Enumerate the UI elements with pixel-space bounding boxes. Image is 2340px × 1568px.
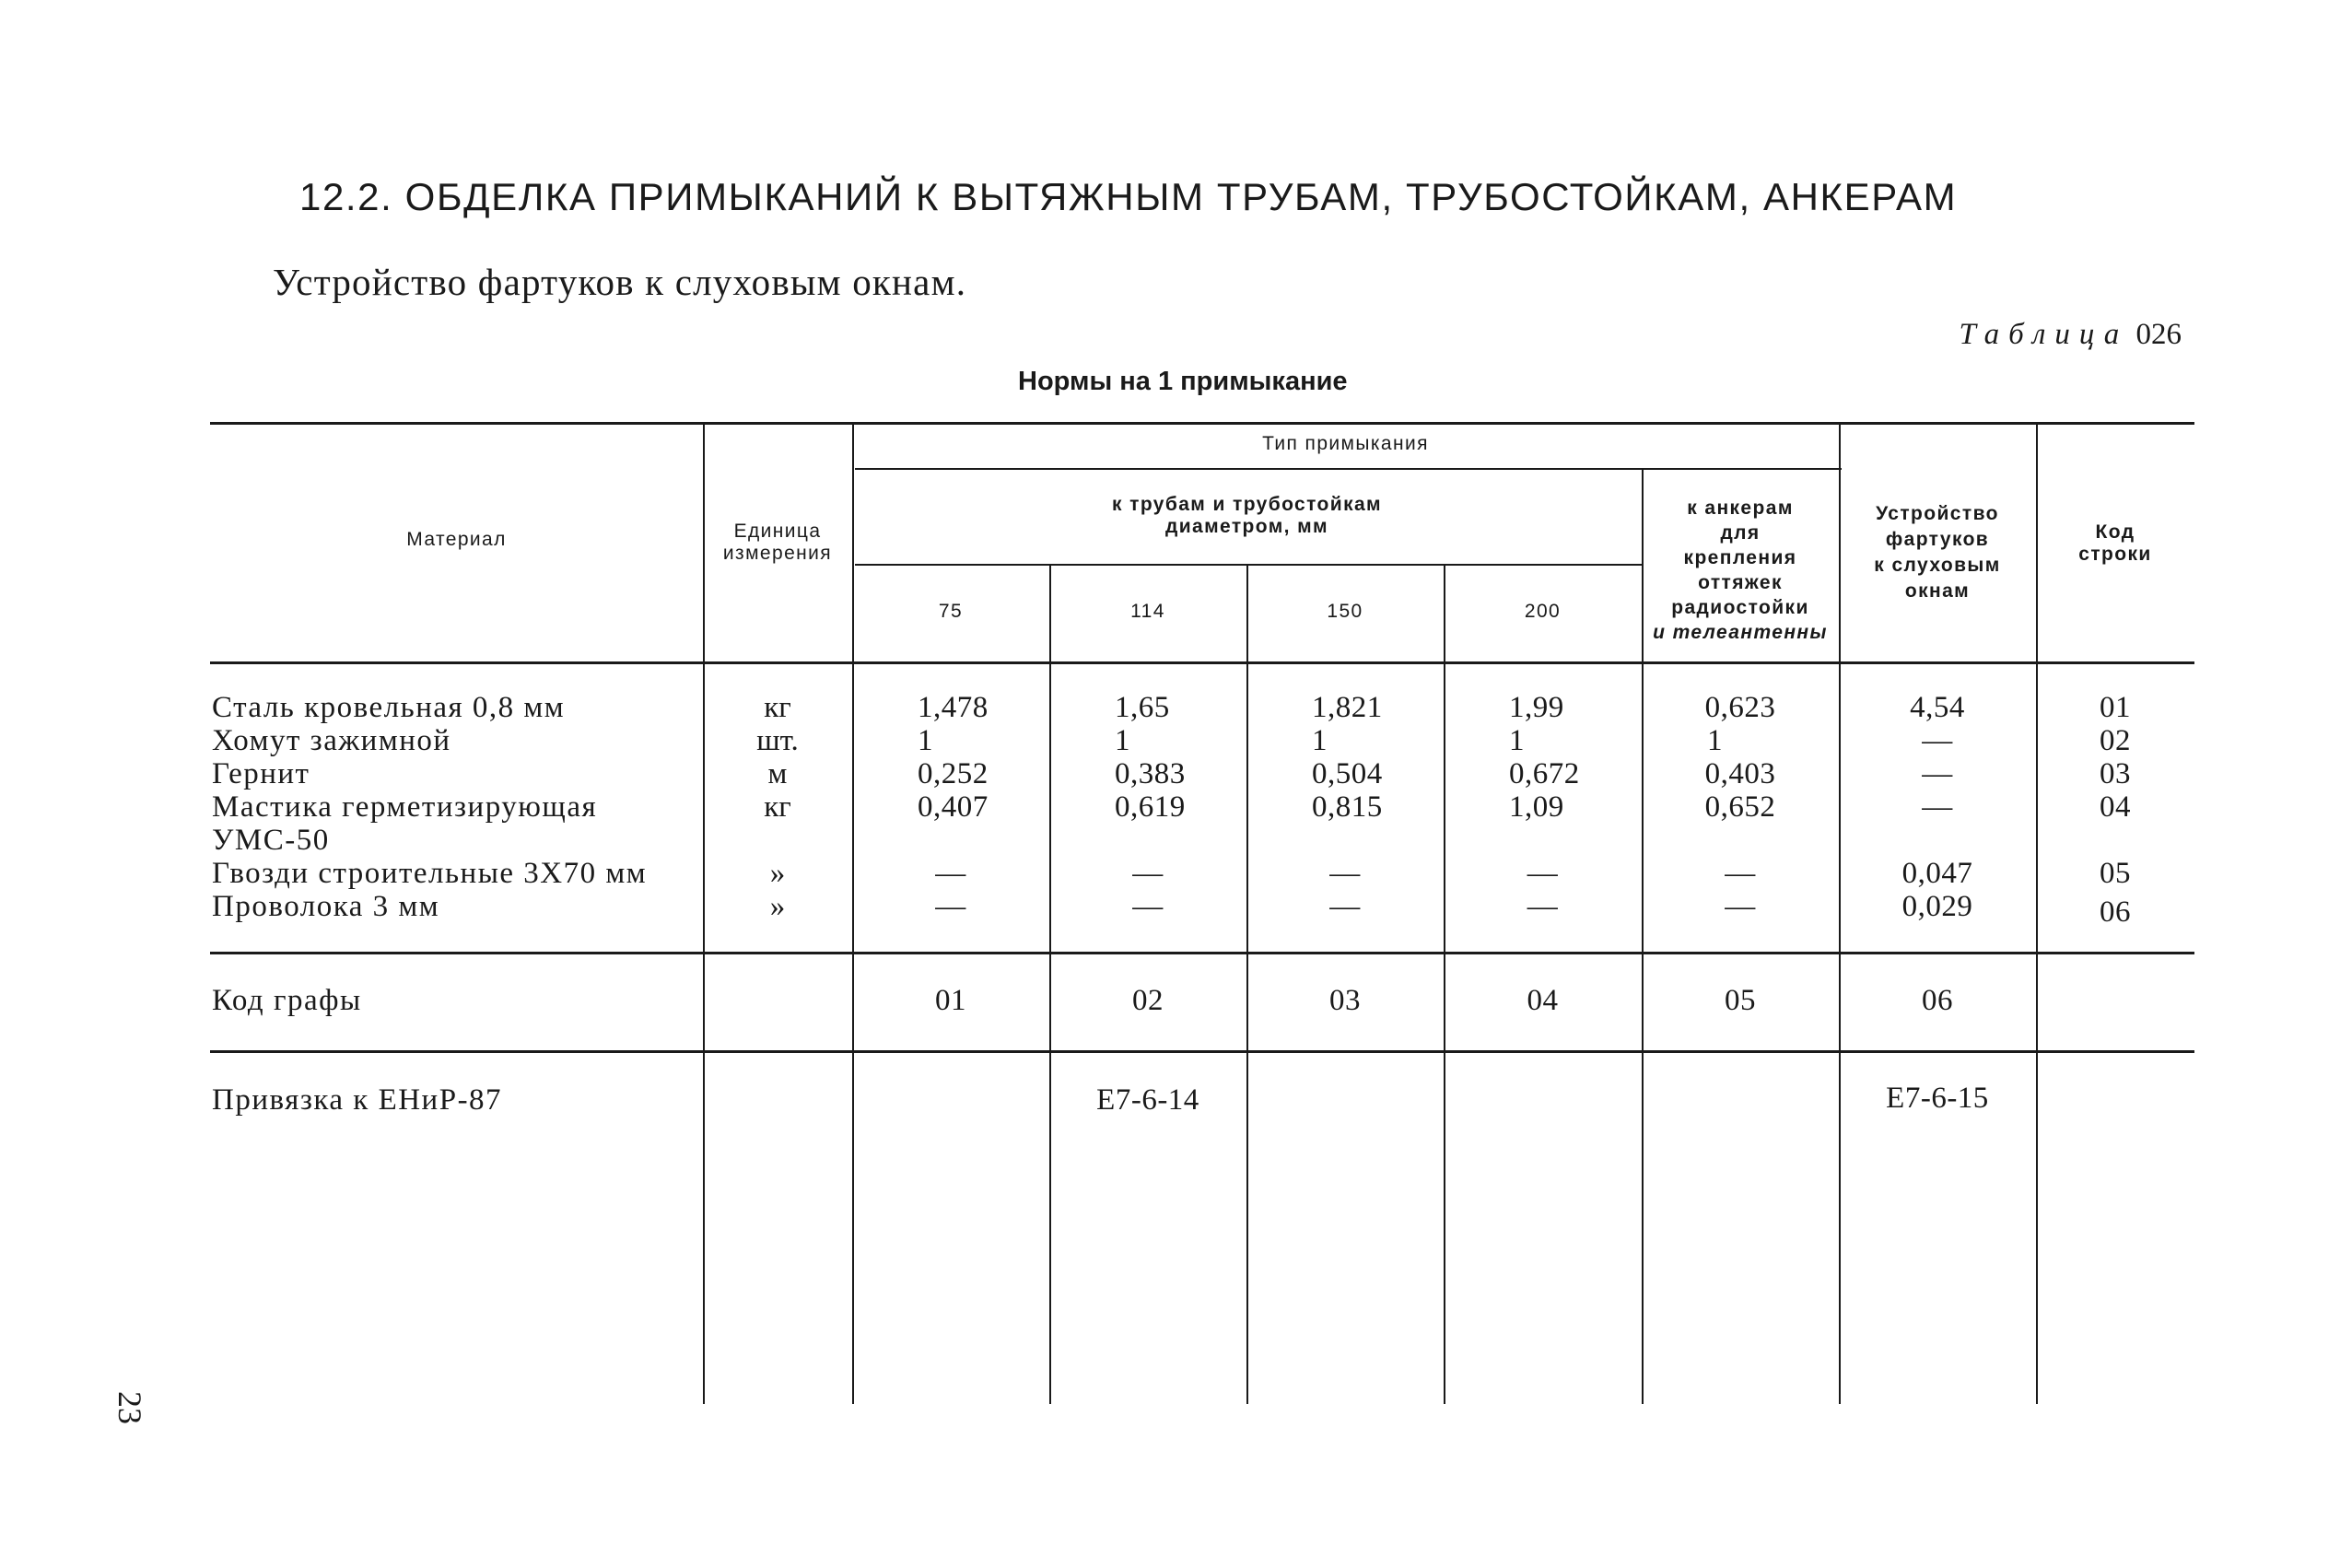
row-value: 0,407 [918,790,989,824]
row-value: — [1922,757,1953,790]
table-label-word: Таблица [1959,318,2129,351]
row-value: 0,815 [1312,790,1383,824]
row-value: 0,623 [1704,691,1776,724]
row-value: 1,99 [1509,691,1564,724]
row-code: 04 [2100,790,2131,824]
column-code: 06 [1922,984,1953,1017]
row-material: Хомут зажимной [212,724,451,757]
row-code: 01 [2100,691,2131,724]
row-value: 0,383 [1115,757,1186,790]
row-value: 1 [1707,724,1723,757]
row-value: 1,478 [918,691,989,724]
row-value: 0,047 [1901,857,1973,890]
row-value: — [1329,857,1361,890]
row-value: 0,504 [1312,757,1383,790]
row-unit: шт. [756,724,799,757]
header-d75: 75 [938,601,964,622]
binding-pipes-ref: Е7-6-14 [1096,1083,1199,1117]
row-value: — [1725,890,1756,923]
row-code: 02 [2100,724,2131,757]
row-value: — [1132,857,1164,890]
row-value: — [1725,857,1756,890]
section-heading: 12.2. ОБДЕЛКА ПРИМЫКАНИЙ К ВЫТЯЖНЫМ ТРУБАМ, ТРУБОСТОЙКАМ, АНКЕРАМ [299,175,1958,218]
row-material: Мастика герметизирующая [212,790,598,824]
row-value: 1 [1115,724,1130,757]
row-value: — [935,857,966,890]
row-material-continued: УМС-50 [212,824,330,857]
row-value: — [1527,890,1559,923]
binding-label: Привязка к ЕНиР-87 [212,1083,503,1117]
row-value: 1,09 [1509,790,1564,824]
row-unit: » [769,857,786,890]
row-value: 1 [918,724,933,757]
type-header-rule [855,468,1842,470]
row-value: 0,252 [918,757,989,790]
norms-caption: Нормы на 1 примыкание [1018,367,1348,396]
row-material: Сталь кровельная 0,8 мм [212,691,566,724]
row-value: — [1922,790,1953,824]
column-code: 01 [935,984,966,1017]
row-material: Гернит [212,757,310,790]
diameter-header-rule [855,564,1644,566]
row-material: Гвозди строительные 3Х70 мм [212,857,648,890]
row-value: 0,672 [1509,757,1580,790]
row-code: 03 [2100,757,2131,790]
header-pipes: к трубам и трубостойкам диаметром, мм [1111,494,1382,537]
row-value: 0,029 [1901,890,1973,923]
header-row-code: Код строки [2078,521,2152,565]
row-unit: м [767,757,788,790]
header-material: Материал [406,529,507,550]
header-d200: 200 [1524,601,1562,622]
header-type: Тип примыкания [1262,433,1429,454]
table-top-rule [210,422,2194,425]
header-unit: Единица измерения [722,521,833,564]
row-value: — [1329,890,1361,923]
row-value: — [1527,857,1559,890]
row-value: — [1922,724,1953,757]
column-code: 04 [1527,984,1559,1017]
row-code: 06 [2100,895,2131,929]
column-code: 03 [1329,984,1361,1017]
row-value: 1,821 [1312,691,1383,724]
column-code: 02 [1132,984,1164,1017]
column-codes-label: Код графы [212,984,362,1017]
row-value: 0,652 [1704,790,1776,824]
codes-bottom-rule [210,1050,2194,1053]
column-code: 05 [1725,984,1756,1017]
table-number: 026 [2135,318,2182,351]
header-d114: 114 [1130,601,1165,622]
header-anchors: к анкерам для крепления оттяжек радиостойки и телеантенны [1653,497,1828,643]
row-unit: » [769,890,786,923]
row-value: 1 [1312,724,1328,757]
row-material: Проволока 3 мм [212,890,440,923]
binding-aprons-ref: Е7-6-15 [1886,1082,1989,1115]
body-bottom-rule [210,952,2194,954]
row-value: — [1132,890,1164,923]
row-value: — [935,890,966,923]
row-code: 05 [2100,857,2131,890]
row-value: 1 [1509,724,1525,757]
row-value: 4,54 [1910,691,1965,724]
row-unit: кг [764,790,791,824]
table-label [1960,318,2182,352]
row-value: 0,619 [1115,790,1186,824]
header-aprons: Устройство фартуков к слуховым окнам [1874,503,2001,602]
row-value: 0,403 [1704,757,1776,790]
header-d150: 150 [1327,601,1363,622]
row-unit: кг [764,691,791,724]
header-bottom-rule [210,661,2194,664]
row-value: 1,65 [1115,691,1170,724]
page-number: 23 [111,1391,148,1424]
subheading: Устройство фартуков к слуховым окнам. [273,261,967,303]
